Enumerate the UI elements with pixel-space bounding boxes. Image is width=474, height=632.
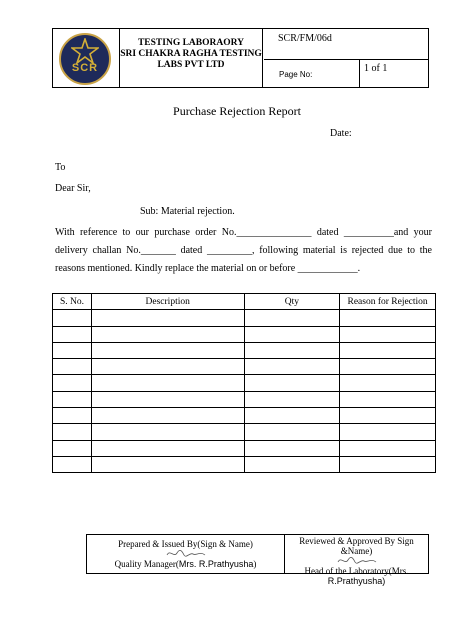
table-row bbox=[53, 359, 436, 375]
table-cell bbox=[53, 408, 92, 424]
table-row bbox=[53, 424, 436, 440]
approved-by-cell bbox=[285, 535, 428, 586]
table-cell bbox=[53, 310, 92, 326]
table-cell bbox=[340, 440, 436, 456]
table-row bbox=[53, 375, 436, 391]
logo-text: SCR bbox=[71, 62, 99, 74]
table-cell bbox=[244, 440, 340, 456]
rejection-table bbox=[52, 293, 436, 473]
salutation: Dear Sir, bbox=[55, 183, 91, 194]
table-cell bbox=[340, 408, 436, 424]
date-label: Date: bbox=[330, 128, 352, 139]
star-icon bbox=[71, 38, 99, 64]
table-cell bbox=[91, 375, 244, 391]
table-cell bbox=[53, 342, 92, 358]
table-cell bbox=[91, 310, 244, 326]
company-line: TESTING LABORAORY bbox=[137, 38, 245, 48]
page-title: Purchase Rejection Report bbox=[173, 104, 301, 118]
subject-line: Sub: Material rejection. bbox=[140, 206, 235, 217]
table-row bbox=[53, 440, 436, 456]
table-cell bbox=[340, 391, 436, 407]
company-line: SRI CHAKRA RAGHA TESTING bbox=[120, 49, 262, 59]
company-name bbox=[120, 29, 263, 87]
table-cell bbox=[91, 408, 244, 424]
table-row bbox=[53, 408, 436, 424]
table-cell bbox=[53, 440, 92, 456]
header-column-divider bbox=[359, 59, 360, 87]
company-line: LABS PVT LTD bbox=[157, 60, 225, 70]
table-cell bbox=[244, 375, 340, 391]
header-divider bbox=[264, 59, 429, 60]
table-cell bbox=[340, 456, 436, 472]
column-header: Qty bbox=[244, 294, 340, 310]
table-header-row bbox=[53, 294, 436, 310]
signature-image bbox=[335, 556, 379, 566]
table-cell bbox=[91, 326, 244, 342]
table-row bbox=[53, 326, 436, 342]
signature-image bbox=[164, 549, 208, 559]
table-cell bbox=[53, 326, 92, 342]
table-row bbox=[53, 391, 436, 407]
approved-by-title: Reviewed & Approved By Sign &Name) bbox=[299, 536, 414, 556]
column-header: Reason for Rejection bbox=[340, 294, 436, 310]
table-cell bbox=[244, 310, 340, 326]
form-code: SCR/FM/06d bbox=[278, 33, 332, 44]
table-row bbox=[53, 310, 436, 326]
table-row bbox=[53, 342, 436, 358]
table-cell bbox=[53, 375, 92, 391]
form-header bbox=[52, 28, 429, 88]
column-header: S. No. bbox=[53, 294, 92, 310]
table-cell bbox=[340, 424, 436, 440]
table-cell bbox=[340, 310, 436, 326]
table-cell bbox=[244, 342, 340, 358]
table-cell bbox=[91, 359, 244, 375]
table-cell bbox=[53, 456, 92, 472]
logo-cell bbox=[53, 29, 120, 87]
approved-by-name: Head of the Laboratory(Mrs. R.Prathyusha) bbox=[304, 566, 409, 586]
table-row bbox=[53, 456, 436, 472]
prepared-by-cell bbox=[87, 535, 285, 573]
prepared-by-name: Quality Manager(Mrs. R.Prathyusha) bbox=[114, 559, 257, 569]
table-cell bbox=[53, 359, 92, 375]
body-paragraph: With reference to our purchase order No._______________ dated __________and your delivery challan No._______ dated _________, following material is rejected due to the reasons mentioned. Kindly replace the material on or before ____________. bbox=[55, 227, 432, 274]
prepared-by-title: Prepared & Issued By(Sign & Name) bbox=[118, 539, 253, 549]
table-cell bbox=[53, 424, 92, 440]
page-number: 1 of 1 bbox=[364, 63, 388, 74]
table-cell bbox=[340, 342, 436, 358]
table-cell bbox=[91, 456, 244, 472]
signature-block bbox=[86, 534, 429, 586]
table-cell bbox=[91, 391, 244, 407]
table-cell bbox=[340, 375, 436, 391]
table-cell bbox=[244, 326, 340, 342]
table-cell bbox=[91, 440, 244, 456]
table-cell bbox=[91, 424, 244, 440]
table-cell bbox=[244, 391, 340, 407]
column-header: Description bbox=[91, 294, 244, 310]
table-cell bbox=[244, 424, 340, 440]
table-cell bbox=[244, 359, 340, 375]
to-label: To bbox=[55, 162, 66, 173]
table-cell bbox=[53, 391, 92, 407]
table-cell bbox=[244, 456, 340, 472]
table-cell bbox=[340, 326, 436, 342]
table-cell bbox=[91, 342, 244, 358]
company-logo bbox=[59, 33, 111, 85]
table-cell bbox=[244, 408, 340, 424]
table-cell bbox=[340, 359, 436, 375]
page-number-label: Page No: bbox=[279, 70, 313, 79]
